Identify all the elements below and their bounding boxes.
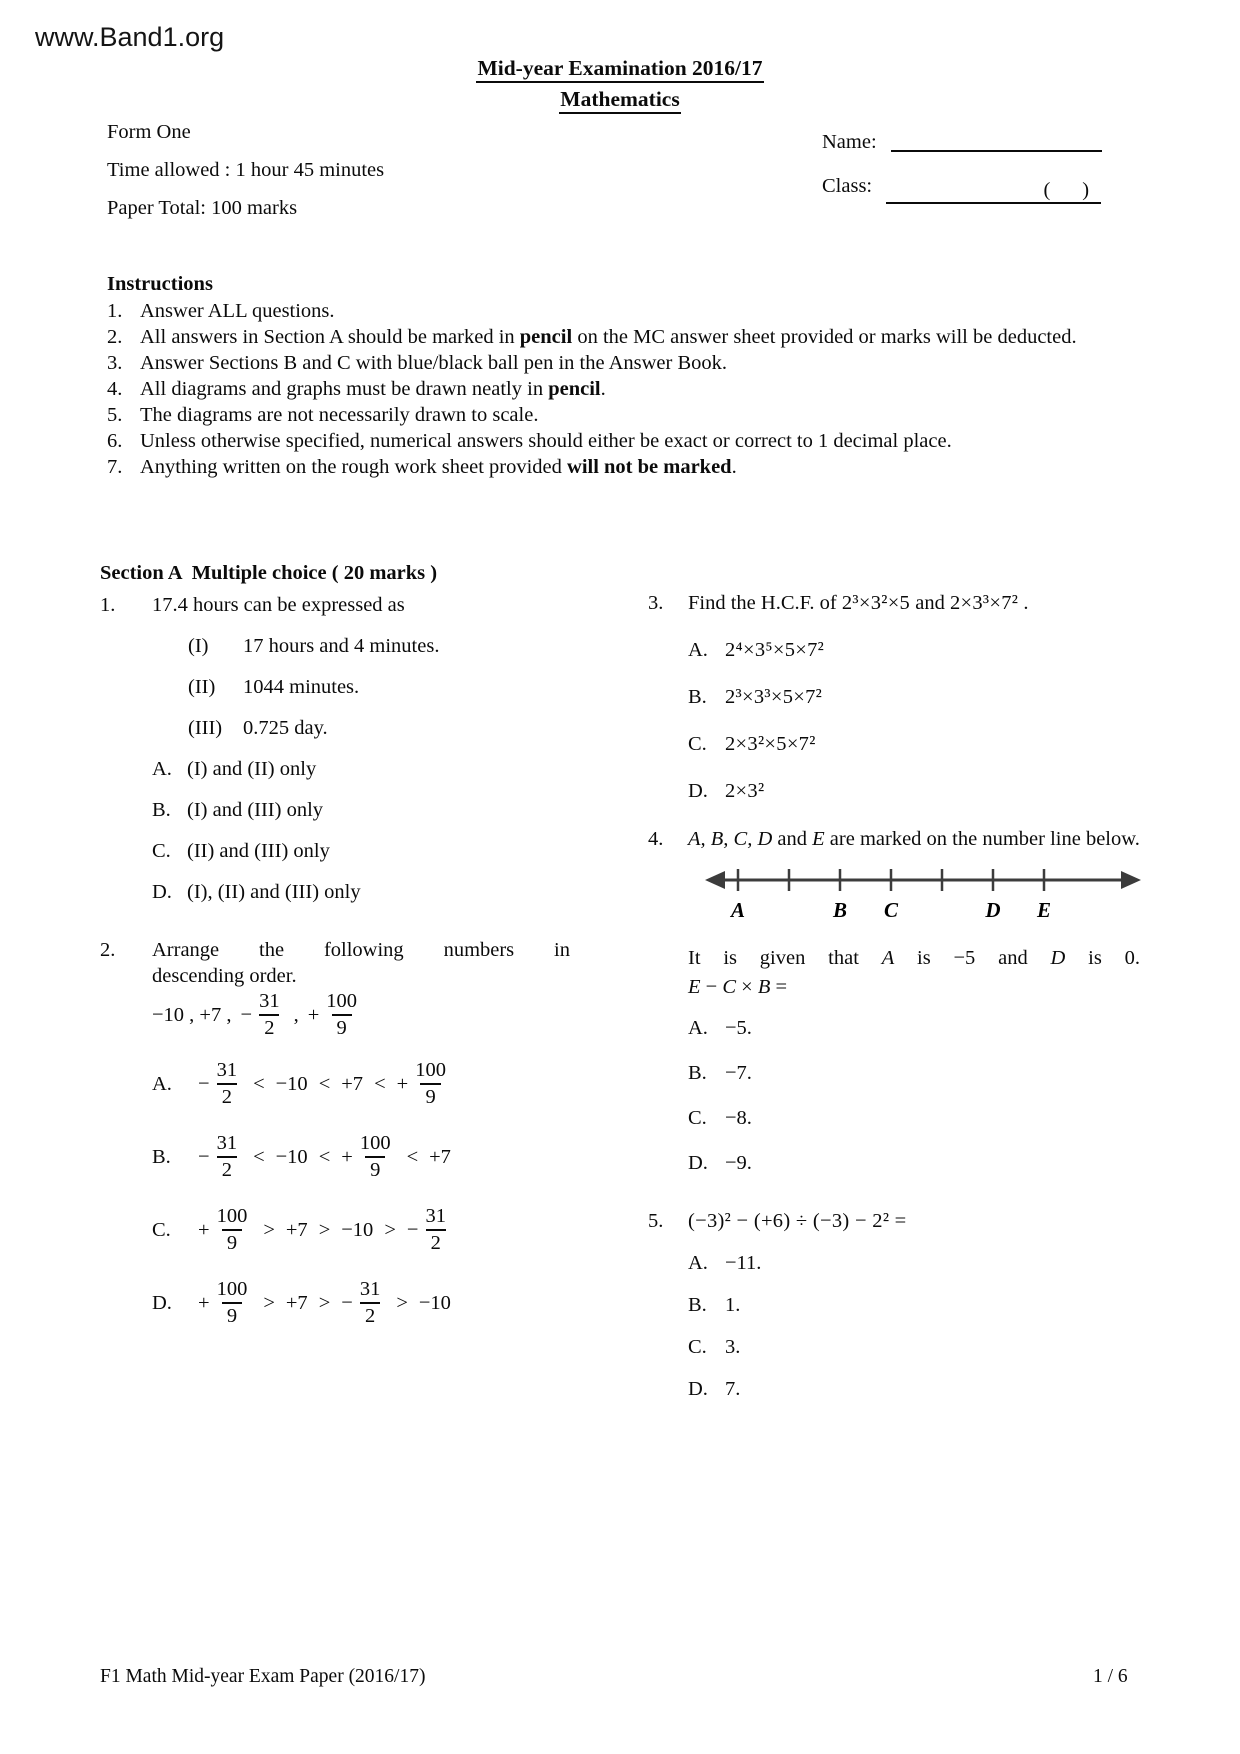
option-text: (II) and (III) only (187, 840, 330, 862)
option-letter: A. (688, 1252, 708, 1274)
comparator: < (253, 1073, 265, 1095)
exam-title-block (0, 56, 1240, 114)
numerator: 100 (326, 990, 357, 1012)
math-text: −10 , +7 , (152, 1004, 232, 1026)
option-text: −11. (725, 1252, 762, 1274)
numerator: 31 (259, 990, 280, 1012)
footer-paper-title: F1 Math Mid-year Exam Paper (2016/17) (100, 1666, 426, 1687)
instruction-item (107, 298, 1135, 324)
stem-text: and (772, 828, 813, 850)
option-letter: B. (152, 1146, 171, 1168)
option-row (152, 879, 570, 905)
comparator: > (263, 1292, 275, 1314)
option-letter: B. (688, 686, 707, 708)
comparator: > (384, 1219, 396, 1241)
comparator: > (318, 1219, 331, 1241)
option-letter: C. (152, 840, 171, 862)
class-label: Class: (822, 175, 873, 197)
time-allowed: Time allowed : 1 hour 45 minutes (107, 159, 385, 181)
question-stem: Arrange the following numbers in (152, 939, 570, 961)
math-expression: 2×3³×7² (949, 592, 1019, 614)
numberline-label: A (730, 898, 746, 922)
option-letter: C. (688, 1107, 707, 1129)
option-letter: A. (152, 758, 172, 780)
given-text: is 0. (1065, 947, 1140, 969)
fraction-sign: + (307, 1004, 320, 1026)
fraction-sign: + (341, 1146, 353, 1168)
instruction-text: All diagrams and graphs must be drawn neatly in (140, 378, 549, 400)
math-text: −10 (341, 1219, 374, 1241)
comparator: < (406, 1146, 419, 1168)
question-1 (100, 592, 570, 905)
denominator: 9 (332, 1014, 352, 1041)
statement-item (152, 715, 570, 741)
statement-item (152, 674, 570, 700)
question-number: 4. (648, 828, 664, 850)
math-text: −10 (275, 1146, 308, 1168)
fraction (341, 1131, 395, 1183)
fraction-sign: + (198, 1219, 210, 1241)
option-row (688, 1150, 1140, 1176)
denominator: 9 (420, 1083, 440, 1110)
statement-text: 17 hours and 4 minutes. (243, 635, 440, 657)
statement-label: (I) (188, 635, 209, 657)
instruction-item (107, 324, 1135, 350)
instruction-number: 4. (107, 378, 123, 400)
option-letter: B. (152, 799, 171, 821)
math-text: +7 (285, 1292, 308, 1314)
question-3 (648, 590, 1140, 804)
number-list (152, 989, 570, 1041)
name-blank-line (891, 130, 1102, 152)
question-number: 2. (100, 939, 116, 961)
option-text: −9. (725, 1152, 752, 1174)
form-level: Form One (107, 121, 191, 143)
option-letter: A. (688, 1017, 708, 1039)
instruction-text-post: . (731, 456, 737, 478)
statement-item (152, 633, 570, 659)
instructions-heading: Instructions (107, 273, 213, 295)
instruction-text: Unless otherwise specified, numerical answers should either be exact or correct to 1 decimal place. (140, 430, 952, 452)
operator: = (770, 976, 788, 998)
option-letter: D. (688, 780, 708, 802)
option-letter: C. (688, 1336, 707, 1358)
option-row (688, 1015, 1140, 1041)
math-text: +7 (429, 1146, 451, 1168)
option-text: −5. (725, 1017, 752, 1039)
operator: × (736, 976, 758, 998)
paper-total: Paper Total: 100 marks (107, 197, 298, 219)
fraction-sign: − (198, 1073, 210, 1095)
option-row (152, 797, 570, 823)
class-row (822, 175, 1102, 220)
instruction-bold: pencil (519, 326, 573, 348)
numerator: 31 (216, 1132, 238, 1154)
numerator: 100 (415, 1059, 446, 1081)
class-blank-line (886, 179, 1101, 204)
comparator: < (253, 1146, 265, 1168)
statement-text: 0.725 day. (243, 717, 328, 739)
instruction-text: All answers in Section A should be marked in (140, 326, 520, 348)
instruction-text-post: on the MC answer sheet provided or marks will be deducted. (572, 326, 1077, 348)
comparator: < (374, 1073, 386, 1095)
instruction-item (107, 350, 1135, 376)
statement-label: (III) (188, 717, 223, 739)
variable: D (1050, 947, 1066, 969)
question-number: 1. (100, 594, 116, 616)
option-row (688, 778, 1140, 804)
denominator: 9 (222, 1302, 242, 1329)
comparator: > (396, 1292, 408, 1314)
option-row (152, 756, 570, 782)
instruction-item (107, 428, 1135, 454)
stem-text: and (910, 592, 950, 614)
instruction-number: 6. (107, 430, 123, 452)
option-letter: C. (688, 733, 707, 755)
denominator: 2 (259, 1014, 279, 1041)
question-number: 3. (648, 592, 664, 614)
instruction-bold: pencil (548, 378, 601, 400)
option-row (688, 1376, 1140, 1402)
option-row (688, 684, 1140, 710)
instruction-item (107, 402, 1135, 428)
option-text: 2×3² (725, 780, 765, 802)
left-column (100, 560, 570, 1329)
numerator: 31 (216, 1059, 238, 1081)
option-text: 1. (725, 1294, 741, 1316)
numerator: 100 (216, 1278, 248, 1300)
variable: E (688, 976, 701, 998)
math-text: +7 (341, 1073, 364, 1095)
section-a-heading: Section A Multiple choice ( 20 marks ) (100, 562, 438, 584)
option-letter: B. (688, 1294, 707, 1316)
option-text: 2⁴×3⁵×5×7² (725, 639, 825, 661)
numerator: 31 (425, 1205, 446, 1227)
question-stem-line2: descending order. (152, 965, 297, 987)
variable: A (881, 947, 895, 969)
option-row (688, 1292, 1140, 1318)
option-letter: C. (152, 1219, 171, 1241)
fraction (397, 1058, 451, 1110)
number-line-diagram (703, 862, 1140, 931)
option-text: −7. (725, 1062, 752, 1084)
option-letter: D. (688, 1378, 708, 1400)
option-row (688, 1105, 1140, 1131)
numberline-label: C (883, 898, 899, 922)
option-row (688, 1060, 1140, 1086)
fraction-sign: − (406, 1219, 419, 1241)
option-letter: D. (152, 881, 172, 903)
option-text: 3. (725, 1336, 741, 1358)
fraction (198, 1131, 242, 1183)
variable: E (812, 828, 825, 850)
instruction-bold: will not be marked (567, 456, 732, 478)
option-text: 2³×3³×5×7² (725, 686, 823, 708)
instruction-text: The diagrams are not necessarily drawn to scale. (140, 404, 539, 426)
option-row (152, 1058, 570, 1110)
question-stem (688, 590, 1140, 616)
fraction-sign: − (341, 1292, 353, 1314)
denominator: 9 (222, 1229, 242, 1256)
exam-info-left (107, 121, 384, 235)
left-arrow-icon (705, 871, 725, 889)
given-text: is −5 and (894, 947, 1051, 969)
stem-text: . (1018, 592, 1029, 614)
instruction-text: Anything written on the rough work sheet provided (140, 456, 568, 478)
option-row (688, 1334, 1140, 1360)
operator: − (700, 976, 723, 998)
denominator: 2 (360, 1302, 380, 1329)
denominator: 9 (365, 1156, 385, 1183)
option-letter: D. (152, 1292, 172, 1314)
option-row (688, 731, 1140, 757)
statement-label: (II) (188, 676, 216, 698)
question-stem: (−3)² − (+6) ÷ (−3) − 2² = (688, 1210, 907, 1232)
numberline-label: E (1036, 898, 1052, 922)
comparator: > (318, 1292, 331, 1314)
numberline-label: D (985, 898, 1001, 922)
fraction (407, 1204, 451, 1256)
exam-info-right (822, 130, 1102, 220)
instruction-number: 1. (107, 300, 123, 322)
numberline-label: B (832, 898, 848, 922)
math-text: +7 (285, 1219, 308, 1241)
instruction-item (107, 454, 1135, 480)
right-column (648, 590, 1140, 1402)
instruction-item (107, 376, 1135, 402)
fraction (241, 989, 285, 1041)
option-text: −8. (725, 1107, 752, 1129)
question-number: 5. (648, 1210, 664, 1232)
fraction (341, 1277, 385, 1329)
footer-page-number: 1 / 6 (1093, 1666, 1128, 1687)
stem-text: Find the H.C.F. of (688, 592, 842, 614)
comparator: < (318, 1146, 331, 1168)
equation (688, 974, 1140, 1000)
instruction-text-post: . (600, 378, 606, 400)
fraction-sign: − (240, 1004, 253, 1026)
fraction (198, 1058, 242, 1110)
comparator: > (263, 1219, 275, 1241)
instructions-block (107, 271, 1135, 480)
option-row (152, 1277, 570, 1329)
given-text: It is given that (688, 947, 882, 969)
class-number-paren-close: ) (1082, 179, 1090, 201)
numerator: 100 (359, 1132, 391, 1154)
instruction-text: Answer Sections B and C with blue/black ball pen in the Answer Book. (140, 352, 728, 374)
right-arrow-icon (1121, 871, 1141, 889)
fraction-sign: − (198, 1146, 210, 1168)
denominator: 2 (217, 1083, 237, 1110)
math-text: −10 (418, 1292, 451, 1314)
statement-text: 1044 minutes. (243, 676, 360, 698)
question-stem: 17.4 hours can be expressed as (152, 594, 405, 616)
math-text: , (293, 1004, 299, 1026)
option-row (152, 1131, 570, 1183)
question-stem (688, 826, 1140, 852)
class-number-paren-open: ( (1043, 179, 1051, 201)
variable: B (757, 976, 771, 998)
instruction-number: 5. (107, 404, 123, 426)
option-text: (I) and (III) only (187, 799, 324, 821)
option-row (152, 1204, 570, 1256)
instruction-text: Answer ALL questions. (140, 300, 335, 322)
variable-list: A, B, C, D (688, 828, 773, 850)
option-letter: A. (152, 1073, 172, 1095)
option-letter: A. (688, 639, 708, 661)
math-text: −10 (275, 1073, 308, 1095)
exam-subject: Mathematics (559, 87, 680, 114)
fraction (198, 1204, 252, 1256)
denominator: 2 (217, 1156, 237, 1183)
name-row (822, 130, 1102, 175)
fraction-sign: + (198, 1292, 210, 1314)
site-watermark: www.Band1.org (35, 22, 225, 52)
given-statement (688, 945, 1140, 971)
option-text: 2×3²×5×7² (725, 733, 816, 755)
math-expression: 2³×3²×5 (841, 592, 911, 614)
option-row (688, 637, 1140, 663)
question-2 (100, 937, 570, 1329)
question-4 (648, 826, 1140, 1176)
option-text: (I) and (II) only (187, 758, 317, 780)
option-text: (I), (II) and (III) only (187, 881, 361, 903)
option-letter: D. (688, 1152, 708, 1174)
exam-title: Mid-year Examination 2016/17 (476, 56, 763, 83)
question-5 (648, 1208, 1140, 1402)
numerator: 100 (216, 1205, 248, 1227)
instruction-number: 7. (107, 456, 123, 478)
fraction (308, 989, 362, 1041)
fraction (198, 1277, 252, 1329)
fraction-sign: + (396, 1073, 409, 1095)
stem-text: are marked on the number line below. (824, 828, 1140, 850)
instruction-number: 2. (107, 326, 123, 348)
option-row (152, 838, 570, 864)
numerator: 31 (359, 1278, 381, 1300)
option-row (688, 1250, 1140, 1276)
option-text: 7. (725, 1378, 741, 1400)
variable: C (722, 976, 737, 998)
comparator: < (318, 1073, 331, 1095)
denominator: 2 (426, 1229, 446, 1256)
instruction-number: 3. (107, 352, 123, 374)
name-label: Name: (822, 131, 877, 153)
option-letter: B. (688, 1062, 707, 1084)
